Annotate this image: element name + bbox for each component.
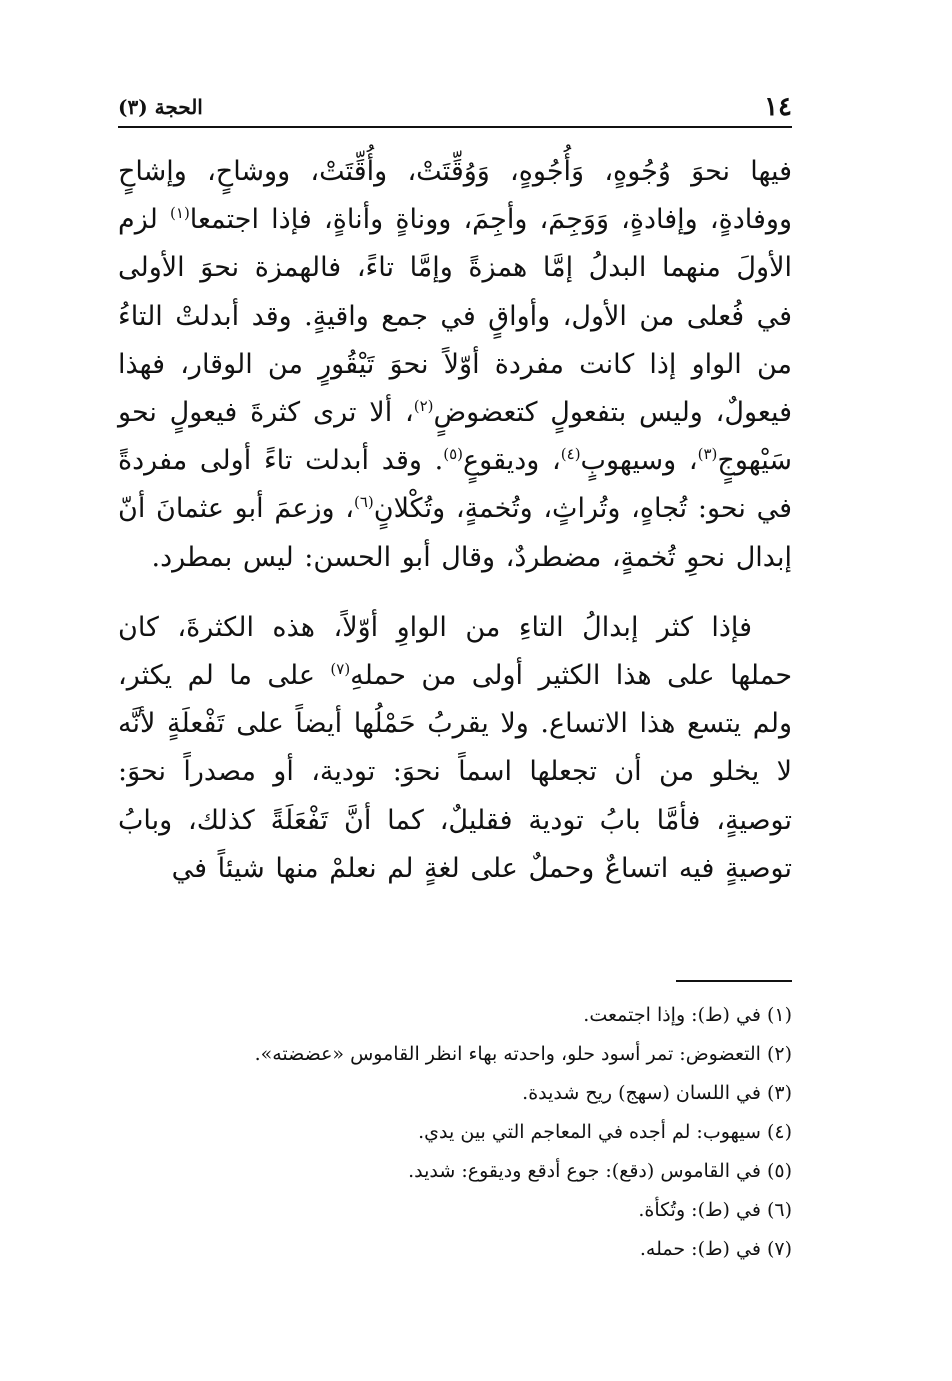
page-number: ١٤ <box>764 92 792 122</box>
footnote-text: التعضوض: تمر أسود حلو، واحدته بهاء انظر القاموس «عضضته». <box>254 1043 761 1065</box>
text-segment: لزم الأولَ منهما البدلُ إمَّا همزةً وإمَّا تاءً، فالهمزة نحوَ الأولى في فُعلى من الأول، وأواقٍ في جمع واقيةٍ. وقد أبدلتْ التاءُ من الواو إذا كانت مفردة أوّلاً نحوَ تَيْقُورٍ من الوقار، فهذا فيعولٌ، وليس بتفعولٍ كتعضوضٍ <box>118 204 792 429</box>
footnote-reference-5: (٥) <box>443 445 464 464</box>
footnote-reference-1: (١) <box>170 204 190 223</box>
footnote-number: (٥) <box>766 1160 792 1182</box>
text-segment: ، وزعمَ أبو عثمانَ أنّ إبدال نحوِ تُخمةٍ، مضطردٌ، وقال أبو الحسن: ليس بمطرد. <box>118 493 792 573</box>
footnote-reference-6: (٦) <box>353 493 374 512</box>
text-segment: . وقد أبدلت تاءً أولى مفردةً في نحو: تُجاهٍ، وتُراثٍ، وتُخمةٍ، وتُكْلانٍ <box>118 445 792 525</box>
footnote-item <box>118 1152 792 1191</box>
footnote-number: (٧) <box>766 1238 792 1260</box>
text-segment: ، ألا ترى كثرةَ فيعولٍ نحو سَيْهوجٍ <box>118 397 792 477</box>
footnote-item <box>118 1074 792 1113</box>
text-segment: على ما لم يكثر، ولم يتسع هذا الاتساع. ولا يقربُ حَمْلُها أيضاً على تَفْعلَةٍ لأنَّه لا يخلو من أن تجعلها اسماً نحوَ: تودية، أو مصدراً نحوَ: توصيةٍ، فأمَّا بابُ تودية فقليلٌ، كما أنَّ تَفْعَلَةً كذلك، وبابُ توصيةٍ فيه اتساعٌ وحملٌ على لغةٍ لم نعلمْ منها شيئاً في <box>118 660 792 884</box>
main-text <box>118 148 792 893</box>
footnote-text: في اللسان (سهج) ريح شديدة. <box>522 1082 761 1104</box>
text-segment: ، وديقوعٍ <box>463 445 561 477</box>
page-header <box>118 84 792 124</box>
footnote-reference-2: (٢) <box>413 397 434 416</box>
footnote-item <box>118 1230 792 1269</box>
footnote-number: (١) <box>766 1004 792 1026</box>
footnote-item <box>118 1113 792 1152</box>
footnote-text: سيهوب: لم أجده في المعاجم التي بين يدي. <box>418 1121 761 1143</box>
running-title: الحجة (٣) <box>118 95 203 119</box>
text-segment: فيها نحوَ وُجُوهٍ، وَأُجُوهٍ، وَوُقِّتَتْ، وأُقِّتَتْ، ووشاحٍ، وإشاحٍ ووفادةٍ، وإفادةٍ، وَوَجِمَ، وأجِمَ، ووناةٍ وأناةٍ، فإذا اجتمعا <box>118 156 792 236</box>
text-segment: ، وسيهوبٍ <box>580 445 698 477</box>
footnote-number: (٣) <box>766 1082 792 1104</box>
footnote-item <box>118 1191 792 1230</box>
header-rule <box>118 126 792 128</box>
footnote-text: في القاموس (دقع): جوع أدقع وديقوع: شديد. <box>408 1160 761 1182</box>
footnote-number: (٤) <box>766 1121 792 1143</box>
footnote-item <box>118 1035 792 1074</box>
footnotes-list <box>118 996 792 1269</box>
footnote-item <box>118 996 792 1035</box>
footnote-text: في (ط): وإذا اجتمعت. <box>583 1004 761 1026</box>
footnote-reference-4: (٤) <box>560 445 581 464</box>
footnote-text: في (ط): وتُكأة. <box>638 1199 761 1221</box>
footnote-number: (٦) <box>766 1199 792 1221</box>
footnote-reference-3: (٣) <box>697 445 718 464</box>
paragraph-1 <box>118 148 792 582</box>
text-segment: فإذا كثر إبدالُ التاءِ من الواوِ أوّلاً، هذه الكثرةَ، كان حملها على هذا الكثير أولى من حملهِ <box>118 611 793 692</box>
footnote-number: (٢) <box>766 1043 792 1065</box>
footnote-text: في (ط): حمله. <box>639 1238 761 1260</box>
paragraph-2 <box>118 604 792 893</box>
footnote-reference-7: (٧) <box>330 660 351 679</box>
footnote-separator <box>676 980 792 982</box>
